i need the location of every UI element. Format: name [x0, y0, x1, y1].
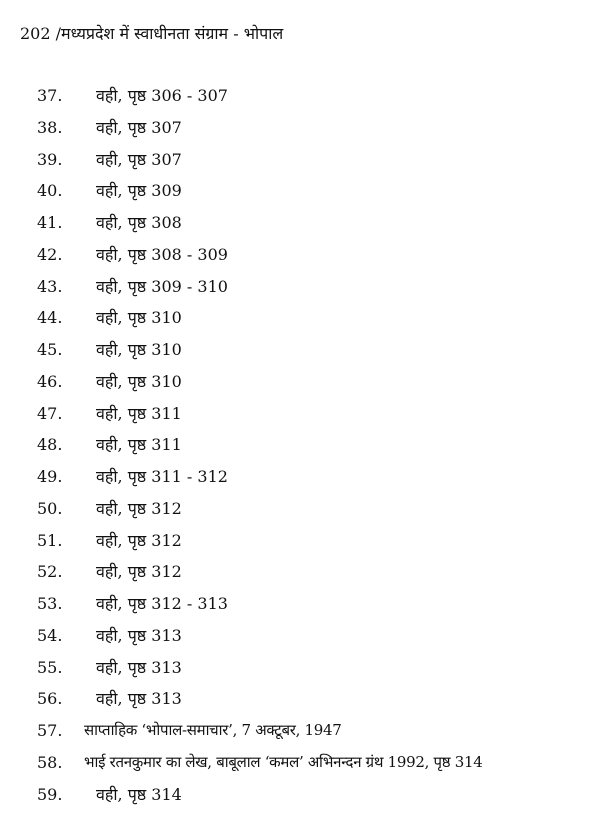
note-text: वही, पृष्ठ 312 [96, 530, 182, 550]
note-item [0, 525, 600, 557]
note-number: 53. [37, 594, 63, 613]
note-text: वही, पृष्ठ 313 [96, 657, 182, 677]
note-item [0, 366, 600, 398]
note-item [0, 683, 600, 715]
note-item [0, 715, 600, 747]
note-number: 57. [37, 721, 63, 740]
note-text: वही, पृष्ठ 313 [96, 689, 182, 709]
note-item [0, 747, 600, 779]
note-text: वही, पृष्ठ 311 [96, 435, 182, 455]
note-item [0, 779, 600, 811]
note-number: 42. [37, 244, 63, 264]
note-text: वही, पृष्ठ 308 [96, 213, 182, 232]
note-item [0, 652, 600, 684]
note-item [0, 144, 600, 176]
note-number: 52. [37, 562, 63, 582]
note-text: वही, पृष्ठ 311 [96, 403, 182, 423]
note-number: 37. [37, 86, 63, 105]
note-item [0, 334, 600, 366]
note-item [0, 398, 600, 430]
note-number: 59. [37, 784, 63, 804]
note-item [0, 207, 600, 239]
note-number: 54. [37, 625, 63, 645]
note-item [0, 239, 600, 271]
note-number: 45. [37, 340, 63, 359]
note-text: वही, पृष्ठ 312 - 313 [96, 594, 228, 613]
notes-list [0, 80, 600, 810]
note-item [0, 302, 600, 334]
note-number: 41. [37, 213, 63, 232]
note-item [0, 112, 600, 144]
note-text: वही, पृष्ठ 307 [96, 117, 182, 137]
note-number: 46. [37, 371, 63, 391]
note-item [0, 429, 600, 461]
note-text: वही, पृष्ठ 314 [96, 784, 182, 804]
note-text: वही, पृष्ठ 308 - 309 [96, 244, 228, 264]
note-text: भाई रतनकुमार का लेख, बाबूलाल ‘कमल’ अभिनन्दन ग्रंथ 1992, पृष्ठ 314 [84, 752, 483, 771]
note-text: वही, पृष्ठ 310 [96, 340, 182, 359]
note-text: वही, पृष्ठ 310 [96, 308, 182, 328]
note-number: 47. [37, 403, 63, 423]
note-item [0, 80, 600, 112]
note-item [0, 493, 600, 525]
note-number: 56. [37, 689, 63, 709]
note-number: 48. [37, 435, 63, 455]
note-text: वही, पृष्ठ 313 [96, 625, 182, 645]
note-number: 49. [37, 467, 63, 486]
note-item [0, 271, 600, 303]
note-number: 55. [37, 657, 63, 677]
note-item [0, 588, 600, 620]
note-number: 51. [37, 530, 63, 550]
note-number: 43. [37, 276, 63, 296]
note-number: 40. [37, 181, 63, 201]
note-text: वही, पृष्ठ 309 [96, 181, 182, 201]
note-text: वही, पृष्ठ 311 - 312 [96, 467, 228, 486]
note-text: वही, पृष्ठ 307 [96, 149, 182, 169]
note-text: वही, पृष्ठ 310 [96, 371, 182, 391]
note-number: 58. [37, 752, 63, 772]
note-text: वही, पृष्ठ 306 - 307 [96, 86, 228, 105]
note-text: वही, पृष्ठ 312 [96, 562, 182, 582]
note-number: 39. [37, 149, 63, 169]
note-item [0, 461, 600, 493]
note-number: 50. [37, 498, 63, 518]
note-text: वही, पृष्ठ 309 - 310 [96, 276, 228, 296]
note-item [0, 556, 600, 588]
note-item [0, 620, 600, 652]
note-item [0, 175, 600, 207]
note-number: 44. [37, 308, 63, 328]
note-number: 38. [37, 117, 63, 137]
note-text: वही, पृष्ठ 312 [96, 498, 182, 518]
note-text: साप्ताहिक ‘भोपाल-समाचार’, 7 अक्टूबर, 1947 [84, 721, 342, 739]
running-header: 202 /मध्यप्रदेश में स्वाधीनता संग्राम - भोपाल [20, 24, 284, 43]
